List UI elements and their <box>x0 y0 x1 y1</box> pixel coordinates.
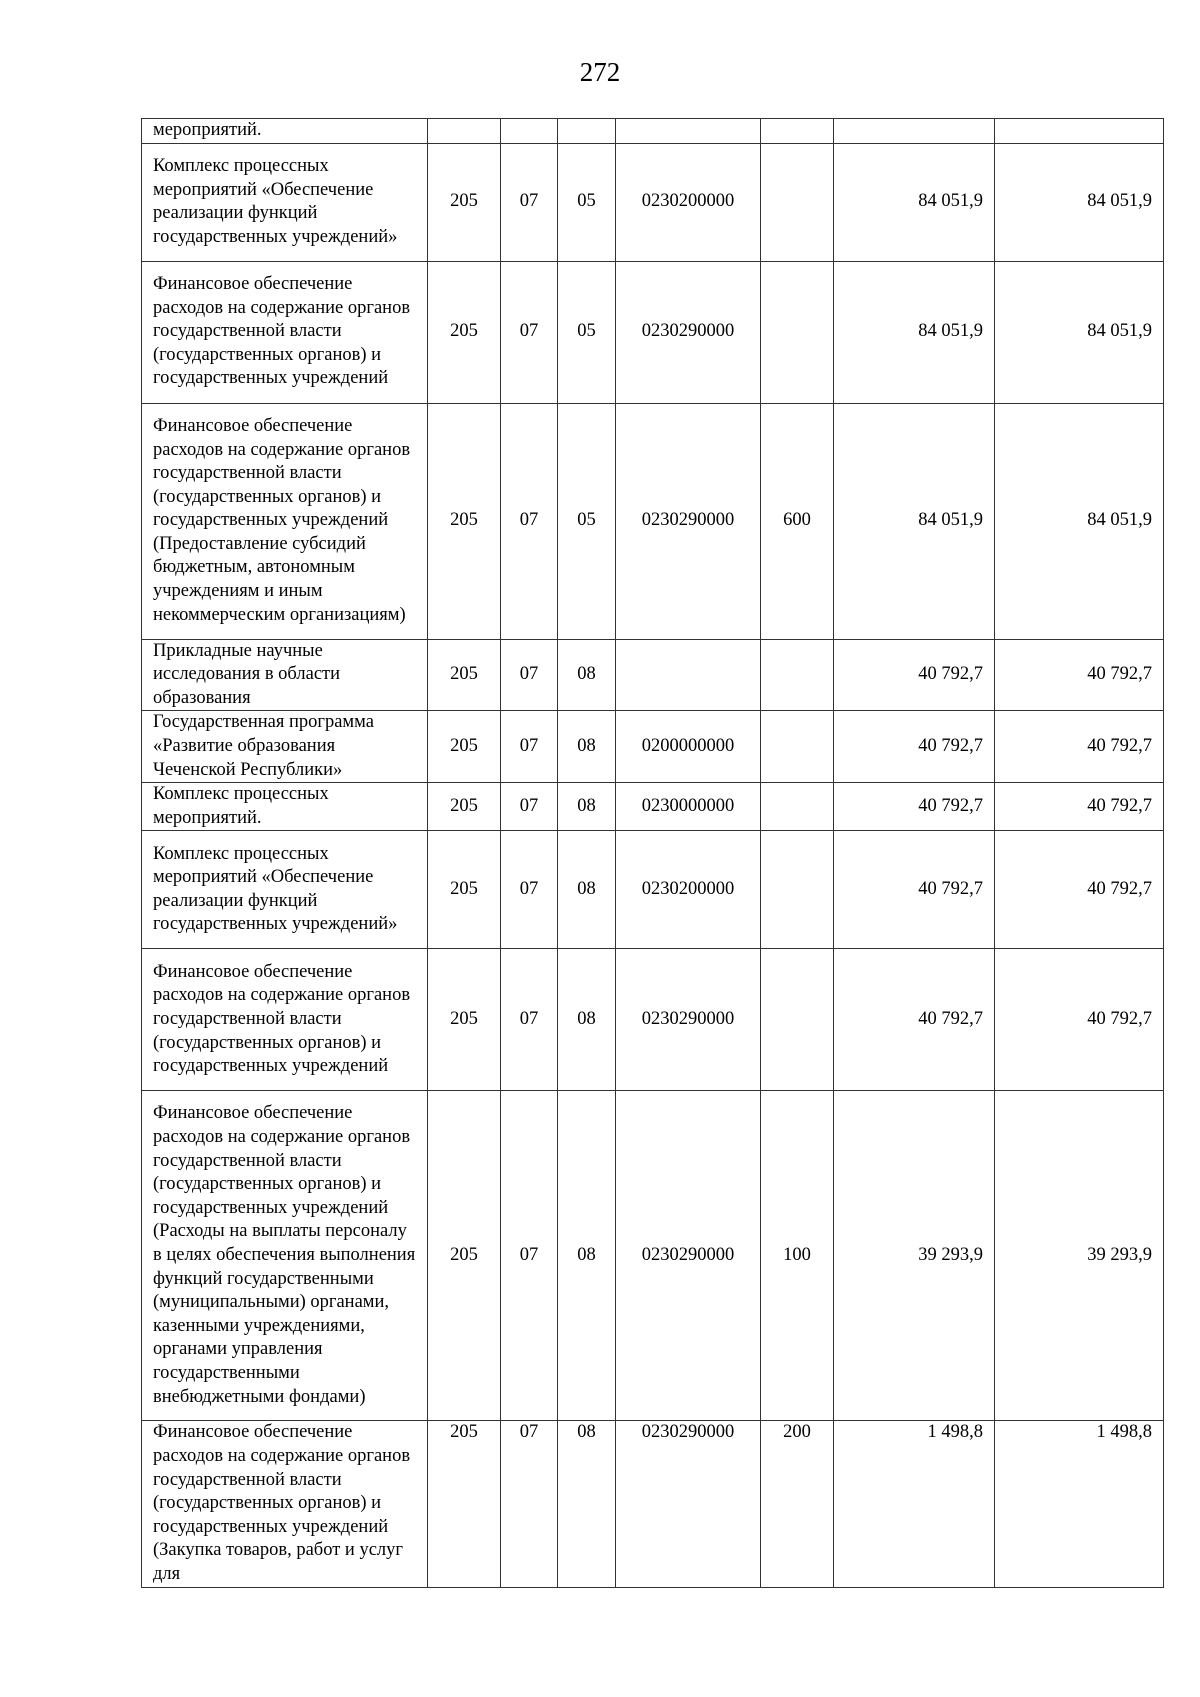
table-row <box>142 639 1164 711</box>
expense-type-cell <box>761 261 834 403</box>
subsection-code-cell: 08 <box>558 1091 616 1421</box>
amount-year2-cell: 84 051,9 <box>995 261 1164 403</box>
amount-year1-cell: 40 792,7 <box>834 711 995 783</box>
expense-type-cell <box>761 831 834 949</box>
target-article-cell: 0230290000 <box>616 1421 761 1587</box>
table-row <box>142 261 1164 403</box>
amount-year1-cell: 1 498,8 <box>834 1421 995 1587</box>
item-name-cell: Финансовое обеспечение расходов на содержание органов государственной власти (государственных органов) и государственных учреждений (Закупка товаров, работ и услуг для <box>142 1421 428 1587</box>
ministry-code-cell: 205 <box>428 949 501 1091</box>
section-code-cell: 07 <box>501 1091 558 1421</box>
section-code-cell: 07 <box>501 831 558 949</box>
item-name-cell: Финансовое обеспечение расходов на содержание органов государственной власти (государственных органов) и государственных учреждений <box>142 261 428 403</box>
expense-type-cell <box>761 711 834 783</box>
amount-year2-cell: 40 792,7 <box>995 783 1164 831</box>
subsection-code-cell: 05 <box>558 261 616 403</box>
ministry-code-cell: 205 <box>428 261 501 403</box>
amount-year1-cell: 84 051,9 <box>834 261 995 403</box>
amount-year1-cell: 84 051,9 <box>834 143 995 261</box>
table-row <box>142 1091 1164 1421</box>
amount-year2-cell: 40 792,7 <box>995 949 1164 1091</box>
amount-year2-cell: 84 051,9 <box>995 143 1164 261</box>
table-row <box>142 783 1164 831</box>
table-row <box>142 403 1164 639</box>
table-row <box>142 1421 1164 1587</box>
amount-year2-cell: 1 498,8 <box>995 1421 1164 1587</box>
item-name-cell: Прикладные научные исследования в области образования <box>142 639 428 711</box>
amount-year1-cell: 40 792,7 <box>834 831 995 949</box>
target-article-cell: 0200000000 <box>616 711 761 783</box>
section-code-cell <box>501 119 558 144</box>
amount-year2-cell <box>995 119 1164 144</box>
target-article-cell <box>616 119 761 144</box>
expense-type-cell: 200 <box>761 1421 834 1587</box>
table-row <box>142 831 1164 949</box>
item-name-cell: Комплекс процессных мероприятий «Обеспечение реализации функций государственных учреждений» <box>142 831 428 949</box>
amount-year2-cell: 84 051,9 <box>995 403 1164 639</box>
subsection-code-cell <box>558 119 616 144</box>
target-article-cell: 0230000000 <box>616 783 761 831</box>
expense-type-cell <box>761 119 834 144</box>
table-row <box>142 119 1164 144</box>
amount-year1-cell: 40 792,7 <box>834 783 995 831</box>
section-code-cell: 07 <box>501 711 558 783</box>
subsection-code-cell: 05 <box>558 403 616 639</box>
amount-year1-cell <box>834 119 995 144</box>
expense-type-cell <box>761 783 834 831</box>
expense-type-cell: 100 <box>761 1091 834 1421</box>
amount-year1-cell: 39 293,9 <box>834 1091 995 1421</box>
amount-year2-cell: 40 792,7 <box>995 831 1164 949</box>
item-name-cell: Комплекс процессных мероприятий «Обеспечение реализации функций государственных учреждений» <box>142 143 428 261</box>
item-name-cell: мероприятий. <box>142 119 428 144</box>
target-article-cell: 0230290000 <box>616 261 761 403</box>
table-row <box>142 143 1164 261</box>
item-name-cell: Государственная программа «Развитие образования Чеченской Республики» <box>142 711 428 783</box>
target-article-cell: 0230200000 <box>616 143 761 261</box>
section-code-cell: 07 <box>501 143 558 261</box>
ministry-code-cell <box>428 119 501 144</box>
expense-type-cell: 600 <box>761 403 834 639</box>
target-article-cell: 0230290000 <box>616 403 761 639</box>
page-number: 272 <box>579 57 621 87</box>
subsection-code-cell: 08 <box>558 1421 616 1587</box>
amount-year1-cell: 40 792,7 <box>834 949 995 1091</box>
expense-type-cell <box>761 143 834 261</box>
table-row <box>142 949 1164 1091</box>
item-name-cell: Финансовое обеспечение расходов на содержание органов государственной власти (государственных органов) и государственных учреждений (Предоставление субсидий бюджетным, автономным учреждениям и иным некоммерческим организациям) <box>142 403 428 639</box>
amount-year1-cell: 84 051,9 <box>834 403 995 639</box>
subsection-code-cell: 08 <box>558 711 616 783</box>
section-code-cell: 07 <box>501 403 558 639</box>
ministry-code-cell: 205 <box>428 831 501 949</box>
ministry-code-cell: 205 <box>428 1421 501 1587</box>
target-article-cell: 0230200000 <box>616 831 761 949</box>
section-code-cell: 07 <box>501 639 558 711</box>
budget-table <box>141 118 1164 1588</box>
amount-year2-cell: 40 792,7 <box>995 711 1164 783</box>
subsection-code-cell: 08 <box>558 639 616 711</box>
ministry-code-cell: 205 <box>428 143 501 261</box>
target-article-cell: 0230290000 <box>616 1091 761 1421</box>
target-article-cell: 0230290000 <box>616 949 761 1091</box>
section-code-cell: 07 <box>501 1421 558 1587</box>
ministry-code-cell: 205 <box>428 1091 501 1421</box>
item-name-cell: Финансовое обеспечение расходов на содержание органов государственной власти (государственных органов) и государственных учреждений (Расходы на выплаты персоналу в целях обеспечения выполнения функций государственными (муниципальными) органами, казенными учреждениями, органами управления государственными внебюджетными фондами) <box>142 1091 428 1421</box>
amount-year2-cell: 40 792,7 <box>995 639 1164 711</box>
section-code-cell: 07 <box>501 783 558 831</box>
amount-year1-cell: 40 792,7 <box>834 639 995 711</box>
subsection-code-cell: 08 <box>558 831 616 949</box>
table-row <box>142 711 1164 783</box>
target-article-cell <box>616 639 761 711</box>
ministry-code-cell: 205 <box>428 783 501 831</box>
ministry-code-cell: 205 <box>428 403 501 639</box>
ministry-code-cell: 205 <box>428 711 501 783</box>
item-name-cell: Комплекс процессных мероприятий. <box>142 783 428 831</box>
section-code-cell: 07 <box>501 261 558 403</box>
subsection-code-cell: 05 <box>558 143 616 261</box>
subsection-code-cell: 08 <box>558 949 616 1091</box>
subsection-code-cell: 08 <box>558 783 616 831</box>
expense-type-cell <box>761 639 834 711</box>
ministry-code-cell: 205 <box>428 639 501 711</box>
item-name-cell: Финансовое обеспечение расходов на содержание органов государственной власти (государственных органов) и государственных учреждений <box>142 949 428 1091</box>
amount-year2-cell: 39 293,9 <box>995 1091 1164 1421</box>
expense-type-cell <box>761 949 834 1091</box>
section-code-cell: 07 <box>501 949 558 1091</box>
